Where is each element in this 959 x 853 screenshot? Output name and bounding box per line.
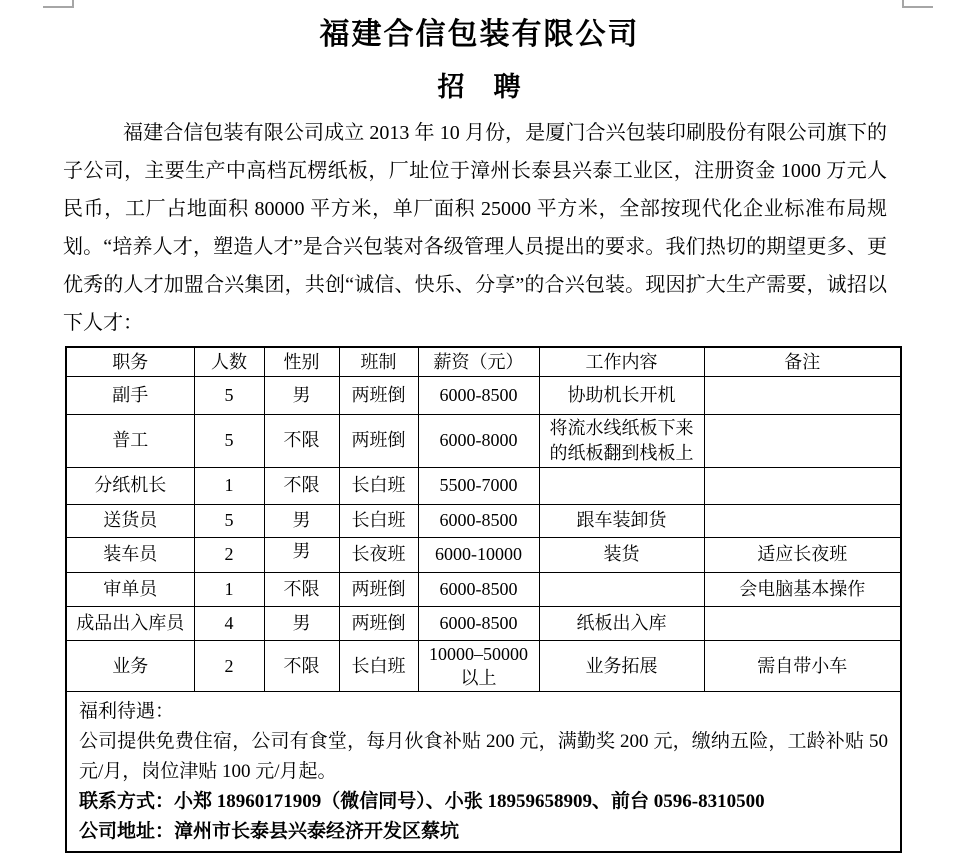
table-row bbox=[66, 606, 901, 640]
crop-mark-top-left bbox=[72, 0, 74, 8]
cell-position: 业务 bbox=[66, 640, 194, 692]
cell-count: 2 bbox=[194, 537, 264, 572]
benefits-text: 公司提供免费住宿，公司有食堂，每月伙食补贴 200 元，满勤奖 200 元，缴纳五险，工龄补贴 50 元/月，岗位津贴 100 元/月起。 bbox=[79, 731, 888, 783]
cell-gender: 不限 bbox=[264, 572, 339, 606]
cell-count: 5 bbox=[194, 376, 264, 414]
cell-shift: 长夜班 bbox=[339, 537, 418, 572]
cell-duty bbox=[539, 467, 704, 504]
cell-count: 5 bbox=[194, 504, 264, 537]
table-row bbox=[66, 572, 901, 606]
cell-count: 1 bbox=[194, 467, 264, 504]
cell-shift: 两班倒 bbox=[339, 606, 418, 640]
table-row bbox=[66, 537, 901, 572]
cell-gender: 男 bbox=[264, 606, 339, 640]
cell-shift: 两班倒 bbox=[339, 414, 418, 467]
table-row bbox=[66, 504, 901, 537]
cell-position: 成品出入库员 bbox=[66, 606, 194, 640]
cell-note: 需自带小车 bbox=[704, 640, 901, 692]
cell-gender: 男 bbox=[264, 504, 339, 537]
cell-note: 会电脑基本操作 bbox=[704, 572, 901, 606]
cell-salary: 6000-8500 bbox=[418, 376, 539, 414]
cell-duty: 将流水线纸板下来的纸板翻到栈板上 bbox=[539, 414, 704, 467]
header-gender: 性别 bbox=[264, 347, 339, 376]
table-header-row bbox=[66, 347, 901, 376]
intro-paragraph: 福建合信包装有限公司成立 2013 年 10 月份，是厦门合兴包装印刷股份有限公司旗下的子公司，主要生产中高档瓦楞纸板，厂址位于漳州长泰县兴泰工业区，注册资金 1000 万元人民币，工厂占地面积 80000 平方米，单厂面积 25000 平方米，全部按现代化企业标准布局规划。“培养人才，塑造人才”是合兴包装对各级管理人员提出的要求。我们热切的期望更多、更优秀的人才加盟合兴集团，共创“诚信、快乐、分享”的合兴包装。现因扩大生产需要，诚招以下人才： bbox=[63, 122, 887, 334]
cell-salary: 5500-7000 bbox=[418, 467, 539, 504]
benefits-row bbox=[66, 692, 901, 853]
header-shift: 班制 bbox=[339, 347, 418, 376]
recruitment-table bbox=[65, 346, 902, 853]
cell-duty: 跟车装卸货 bbox=[539, 504, 704, 537]
cell-gender: 不限 bbox=[264, 467, 339, 504]
cell-note bbox=[704, 467, 901, 504]
benefits-cell bbox=[66, 692, 901, 853]
cell-note bbox=[704, 606, 901, 640]
cell-position: 普工 bbox=[66, 414, 194, 467]
header-duty: 工作内容 bbox=[539, 347, 704, 376]
table-row bbox=[66, 414, 901, 467]
crop-mark-top-left bbox=[43, 6, 74, 8]
cell-gender: 不限 bbox=[264, 640, 339, 692]
cell-position: 审单员 bbox=[66, 572, 194, 606]
header-position: 职务 bbox=[66, 347, 194, 376]
cell-shift: 长白班 bbox=[339, 467, 418, 504]
crop-mark-top-right bbox=[902, 6, 933, 8]
cell-duty: 纸板出入库 bbox=[539, 606, 704, 640]
page-subtitle: 招 聘 bbox=[437, 72, 522, 102]
cell-gender: 不限 bbox=[264, 414, 339, 467]
address-line: 公司地址：漳州市长泰县兴泰经济开发区蔡坑 bbox=[79, 821, 460, 843]
cell-salary: 6000-8500 bbox=[418, 606, 539, 640]
cell-note: 适应长夜班 bbox=[704, 537, 901, 572]
cell-count: 2 bbox=[194, 640, 264, 692]
cell-duty: 装货 bbox=[539, 537, 704, 572]
table-row bbox=[66, 467, 901, 504]
cell-note bbox=[704, 376, 901, 414]
cell-gender: 男 bbox=[264, 376, 339, 414]
cell-salary: 6000-10000 bbox=[418, 537, 539, 572]
cell-note bbox=[704, 504, 901, 537]
cell-position: 分纸机长 bbox=[66, 467, 194, 504]
cell-count: 1 bbox=[194, 572, 264, 606]
cell-gender: 男 bbox=[264, 537, 339, 572]
crop-mark-top-right bbox=[902, 0, 904, 8]
cell-duty: 协助机长开机 bbox=[539, 376, 704, 414]
cell-duty bbox=[539, 572, 704, 606]
header-salary: 薪资（元） bbox=[418, 347, 539, 376]
cell-position: 送货员 bbox=[66, 504, 194, 537]
cell-shift: 长白班 bbox=[339, 504, 418, 537]
cell-salary: 6000-8500 bbox=[418, 504, 539, 537]
cell-count: 4 bbox=[194, 606, 264, 640]
cell-note bbox=[704, 414, 901, 467]
header-note: 备注 bbox=[704, 347, 901, 376]
cell-shift: 两班倒 bbox=[339, 572, 418, 606]
contact-line: 联系方式：小郑 18960171909（微信同号）、小张 18959658909、前台 0596-8310500 bbox=[79, 791, 765, 813]
cell-count: 5 bbox=[194, 414, 264, 467]
cell-salary: 10000–50000以上 bbox=[418, 640, 539, 692]
cell-salary: 6000-8000 bbox=[418, 414, 539, 467]
table-row bbox=[66, 640, 901, 692]
cell-duty: 业务拓展 bbox=[539, 640, 704, 692]
benefits-title: 福利待遇： bbox=[79, 701, 175, 723]
cell-shift: 两班倒 bbox=[339, 376, 418, 414]
cell-salary: 6000-8500 bbox=[418, 572, 539, 606]
cell-shift: 长白班 bbox=[339, 640, 418, 692]
table-row bbox=[66, 376, 901, 414]
page-title: 福建合信包装有限公司 bbox=[319, 18, 640, 51]
cell-position: 装车员 bbox=[66, 537, 194, 572]
header-count: 人数 bbox=[194, 347, 264, 376]
cell-position: 副手 bbox=[66, 376, 194, 414]
